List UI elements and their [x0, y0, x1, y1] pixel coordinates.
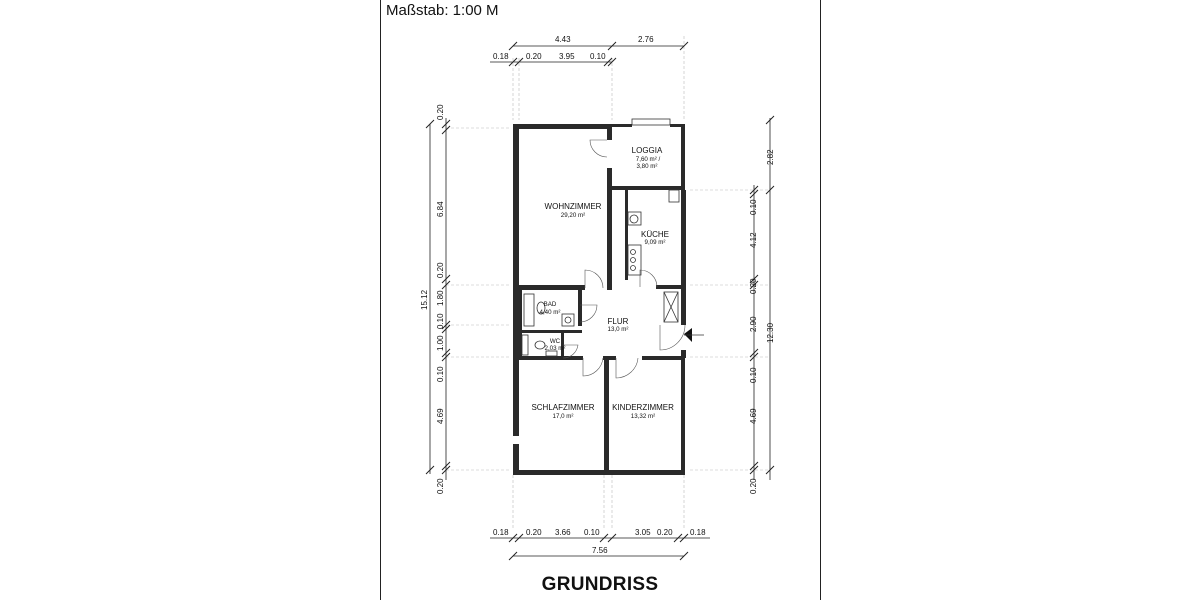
dim-right-4: 0.20 [749, 278, 758, 294]
top-dimension-chain [490, 42, 688, 66]
room-flur-name: FLUR [607, 317, 629, 326]
dim-top-overall: 4.43 [555, 35, 571, 44]
dim-left-2: 6.84 [436, 201, 445, 217]
room-kinderzimmer-area: 13,32 m² [630, 413, 656, 420]
room-loggia-name: LOGGIA [631, 146, 663, 155]
room-kueche-name: KÜCHE [640, 230, 670, 239]
walls [513, 124, 686, 475]
dim-right-6: 0.10 [749, 367, 758, 383]
room-wohnzimmer-name: WOHNZIMMER [544, 202, 602, 211]
dim-right-1: 2.82 [766, 149, 775, 165]
dim-left-3: 0.20 [436, 262, 445, 278]
room-wc-name: WC [549, 338, 561, 345]
page-title: GRUNDRISS [541, 574, 659, 595]
dim-top-d: 0.10 [590, 52, 606, 61]
room-schlafzimmer-name: SCHLAFZIMMER [531, 403, 595, 412]
dim-bottom-total: 7.56 [592, 546, 608, 555]
dim-right-7: 4.69 [749, 408, 758, 424]
dim-left-total: 15.12 [420, 289, 429, 310]
dim-right-3: 4.12 [749, 232, 758, 248]
room-kueche-area: 9,09 m² [644, 239, 666, 246]
room-wc-area: 2,03 m² [544, 345, 566, 352]
right-dimension-chain [750, 116, 774, 480]
room-loggia-area2: 3,80 m² [636, 163, 658, 170]
dim-bottom-c: 3.66 [555, 528, 571, 537]
dim-right-total: 12.30 [766, 322, 775, 343]
dim-right-5: 2.90 [749, 316, 758, 332]
dim-left-7: 0.10 [436, 366, 445, 382]
dim-top-b: 0.20 [526, 52, 542, 61]
dim-bottom-f: 0.20 [657, 528, 673, 537]
room-bad-name: BAD [543, 301, 557, 308]
dim-left-4: 1.80 [436, 290, 445, 306]
dim-top-c: 3.95 [559, 52, 575, 61]
dim-left-8: 4.69 [436, 408, 445, 424]
dim-left-6: 1.00 [436, 335, 445, 351]
dim-left-9: 0.20 [436, 478, 445, 494]
room-wohnzimmer-area: 29,20 m² [560, 212, 586, 219]
dim-bottom-d: 0.10 [584, 528, 600, 537]
room-schlafzimmer-area: 17,0 m² [552, 413, 574, 420]
dim-top-right: 2.76 [638, 35, 654, 44]
scale-label: Maßstab: 1:00 M [386, 2, 499, 19]
dim-bottom-g: 0.18 [690, 528, 706, 537]
dim-left-1: 0.20 [436, 104, 445, 120]
room-loggia-area: 7,60 m² / [635, 156, 661, 163]
dim-bottom-b: 0.20 [526, 528, 542, 537]
doors [560, 140, 685, 378]
dim-bottom-a: 0.18 [493, 528, 509, 537]
room-flur-area: 13,0 m² [607, 326, 629, 333]
dim-left-5: 0.10 [436, 313, 445, 329]
dim-right-2: 0.10 [749, 199, 758, 215]
dim-right-8: 0.20 [749, 478, 758, 494]
dim-bottom-e: 3.05 [635, 528, 651, 537]
dim-top-a: 0.18 [493, 52, 509, 61]
room-bad-area: 4,40 m² [539, 309, 561, 316]
room-kinderzimmer-name: KINDERZIMMER [612, 403, 674, 412]
